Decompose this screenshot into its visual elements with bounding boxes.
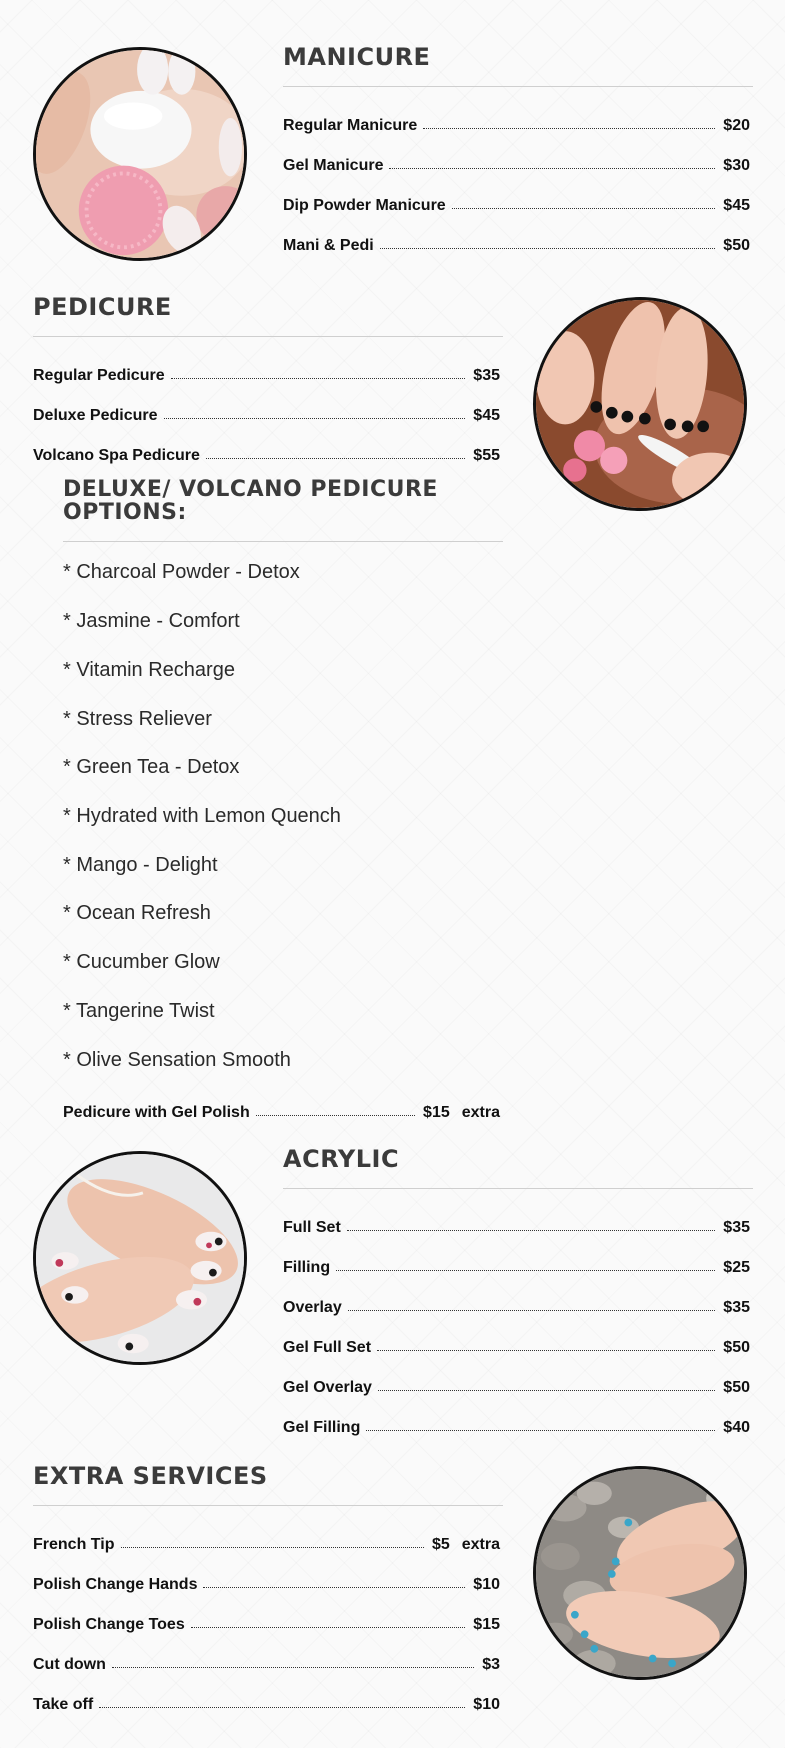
dotted-leader — [366, 1430, 715, 1431]
item-name: Deluxe Pedicure — [33, 407, 158, 424]
dotted-leader — [171, 378, 466, 379]
dotted-leader — [203, 1587, 465, 1588]
dotted-leader — [348, 1310, 716, 1311]
acrylic-item — [283, 1247, 750, 1277]
item-extra: extra — [461, 1536, 500, 1553]
item-name: Gel Full Set — [283, 1339, 372, 1356]
manicure-item — [283, 145, 750, 175]
acrylic-item — [283, 1207, 750, 1237]
item-name: Regular Pedicure — [33, 367, 165, 384]
item-price: $35 — [723, 1299, 750, 1316]
pedicure-divider — [33, 336, 503, 337]
pedicure-photo — [533, 297, 747, 511]
item-price: $45 — [473, 407, 500, 424]
extra-service-item — [33, 1644, 500, 1674]
acrylic-item — [283, 1367, 750, 1397]
dotted-leader — [389, 168, 715, 169]
manicure-title: MANICURE — [283, 43, 431, 71]
item-price: $3 — [482, 1656, 500, 1673]
pedicure-item — [33, 435, 500, 465]
item-price: $55 — [473, 447, 500, 464]
item-price: $20 — [723, 117, 750, 134]
item-price: $5 — [431, 1536, 450, 1553]
item-price: $15 — [423, 1104, 450, 1121]
item-name: Gel Filling — [283, 1419, 361, 1436]
acrylic-title: ACRYLIC — [283, 1145, 400, 1173]
manicure-item — [283, 225, 750, 255]
pedicure-options-title: DELUXE/ VOLCANO PEDICURE OPTIONS: — [63, 477, 438, 526]
item-price: $45 — [723, 197, 750, 214]
item-name: Volcano Spa Pedicure — [33, 447, 200, 464]
item-extra: extra — [461, 1104, 500, 1121]
option-item: * Cucumber Glow — [63, 951, 220, 973]
extra-services-title: EXTRA SERVICES — [33, 1462, 268, 1490]
option-item: * Olive Sensation Smooth — [63, 1049, 291, 1071]
pedicure-item — [33, 355, 500, 385]
item-name: Polish Change Toes — [33, 1616, 185, 1633]
option-item: * Charcoal Powder - Detox — [63, 561, 300, 583]
item-name: Gel Overlay — [283, 1379, 372, 1396]
option-item: * Tangerine Twist — [63, 1000, 215, 1022]
item-price: $25 — [723, 1259, 750, 1276]
option-item: * Mango - Delight — [63, 854, 218, 876]
acrylic-nails-photo — [33, 1151, 247, 1365]
option-item: * Hydrated with Lemon Quench — [63, 805, 341, 827]
manicure-item — [283, 185, 750, 215]
extra-service-item — [33, 1564, 500, 1594]
extra-service-item — [33, 1684, 500, 1714]
option-item: * Stress Reliever — [63, 708, 212, 730]
item-name: Regular Manicure — [283, 117, 418, 134]
item-name: Gel Manicure — [283, 157, 384, 174]
manicure-photo — [33, 47, 247, 261]
item-name: Overlay — [283, 1299, 342, 1316]
dotted-leader — [112, 1667, 474, 1668]
item-price: $10 — [473, 1696, 500, 1713]
item-name: French Tip — [33, 1536, 115, 1553]
option-item: * Jasmine - Comfort — [63, 610, 240, 632]
option-item: * Ocean Refresh — [63, 902, 211, 924]
item-price: $50 — [723, 237, 750, 254]
dotted-leader — [380, 248, 716, 249]
item-price: $15 — [473, 1616, 500, 1633]
dotted-leader — [378, 1390, 715, 1391]
pedicure-options-divider — [63, 541, 503, 542]
item-name: Full Set — [283, 1219, 341, 1236]
dotted-leader — [191, 1627, 466, 1628]
item-price: $40 — [723, 1419, 750, 1436]
item-name: Take off — [33, 1696, 94, 1713]
option-item: * Vitamin Recharge — [63, 659, 235, 681]
item-price: $10 — [473, 1576, 500, 1593]
manicure-item — [283, 105, 750, 135]
dotted-leader — [121, 1547, 424, 1548]
extra-services-divider — [33, 1505, 503, 1506]
option-item: * Green Tea - Detox — [63, 756, 240, 778]
dotted-leader — [336, 1270, 715, 1271]
item-price: $35 — [723, 1219, 750, 1236]
item-price: $30 — [723, 157, 750, 174]
pedicure-item — [33, 395, 500, 425]
dotted-leader — [377, 1350, 715, 1351]
item-name: Cut down — [33, 1656, 106, 1673]
item-name: Mani & Pedi — [283, 237, 374, 254]
dotted-leader — [423, 128, 715, 129]
dotted-leader — [206, 458, 465, 459]
item-name: Pedicure with Gel Polish — [63, 1104, 250, 1121]
dotted-leader — [347, 1230, 716, 1231]
extra-service-item — [33, 1524, 500, 1554]
dotted-leader — [256, 1115, 415, 1116]
item-name: Dip Powder Manicure — [283, 197, 446, 214]
acrylic-divider — [283, 1188, 753, 1189]
pedicure-title: PEDICURE — [33, 293, 172, 321]
dotted-leader — [99, 1707, 465, 1708]
hands-and-feet-photo — [533, 1466, 747, 1680]
item-price: $35 — [473, 367, 500, 384]
dotted-leader — [164, 418, 466, 419]
manicure-divider — [283, 86, 753, 87]
item-price: $50 — [723, 1339, 750, 1356]
acrylic-item — [283, 1327, 750, 1357]
acrylic-item — [283, 1287, 750, 1317]
item-name: Filling — [283, 1259, 331, 1276]
gel-polish-item — [63, 1092, 500, 1122]
extra-service-item — [33, 1604, 500, 1634]
dotted-leader — [452, 208, 716, 209]
acrylic-item — [283, 1407, 750, 1437]
item-name: Polish Change Hands — [33, 1576, 198, 1593]
item-price: $50 — [723, 1379, 750, 1396]
